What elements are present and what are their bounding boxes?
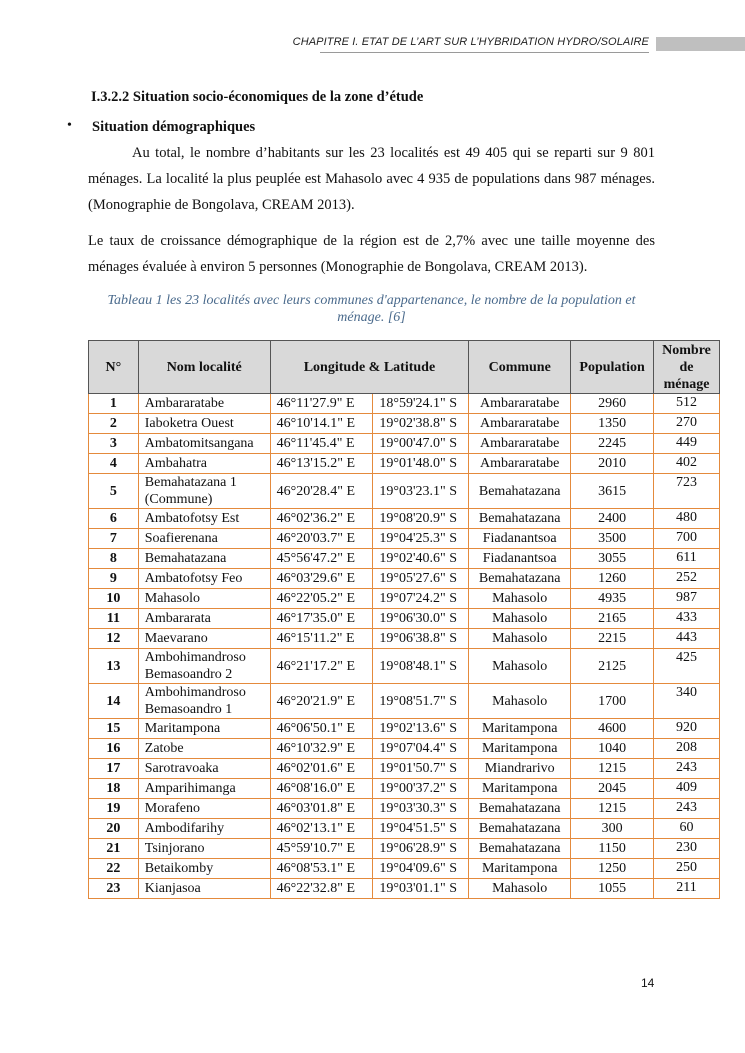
cell-commune: Ambararatabe <box>469 414 571 434</box>
cell-num: 10 <box>89 589 139 609</box>
cell-name: Ambahatra <box>138 454 270 474</box>
cell-commune: Mahasolo <box>469 629 571 649</box>
cell-menage: 449 <box>654 434 720 454</box>
table-row <box>89 529 720 549</box>
cell-menage: 409 <box>654 779 720 799</box>
table-row <box>89 759 720 779</box>
cell-population: 1040 <box>571 739 654 759</box>
cell-population: 3500 <box>571 529 654 549</box>
cell-latitude: 19°07'04.4" S <box>373 739 469 759</box>
cell-population: 1260 <box>571 569 654 589</box>
header-commune: Commune <box>469 341 571 394</box>
cell-longitude: 46°10'32.9" E <box>270 739 373 759</box>
header-bar <box>656 37 745 51</box>
cell-longitude: 46°20'28.4" E <box>270 474 373 509</box>
cell-num: 20 <box>89 819 139 839</box>
cell-num: 14 <box>89 684 139 719</box>
table-body <box>89 394 720 899</box>
cell-num: 15 <box>89 719 139 739</box>
cell-longitude: 46°17'35.0" E <box>270 609 373 629</box>
cell-menage: 920 <box>654 719 720 739</box>
cell-menage: 425 <box>654 649 720 684</box>
table-row <box>89 739 720 759</box>
cell-num: 11 <box>89 609 139 629</box>
cell-longitude: 46°22'05.2" E <box>270 589 373 609</box>
cell-num: 1 <box>89 394 139 414</box>
cell-latitude: 19°00'37.2" S <box>373 779 469 799</box>
paragraph-1: Au total, le nombre d’habitants sur les 23 localités est 49 405 qui se reparti sur 9 801 ménages. La localité la plus peuplée est Mahasolo avec 4 935 de populations dans 987 ménages. (Monographie de Bongolava, CREAM 2013). <box>88 145 655 213</box>
cell-latitude: 19°02'38.8" S <box>373 414 469 434</box>
cell-num: 2 <box>89 414 139 434</box>
cell-num: 19 <box>89 799 139 819</box>
table-row <box>89 434 720 454</box>
cell-latitude: 19°04'51.5" S <box>373 819 469 839</box>
cell-longitude: 46°15'11.2" E <box>270 629 373 649</box>
cell-name: Tsinjorano <box>138 839 270 859</box>
header-rule <box>320 52 649 53</box>
cell-population: 2125 <box>571 649 654 684</box>
cell-num: 3 <box>89 434 139 454</box>
cell-num: 8 <box>89 549 139 569</box>
cell-latitude: 19°03'30.3" S <box>373 799 469 819</box>
cell-menage: 208 <box>654 739 720 759</box>
cell-commune: Bemahatazana <box>469 819 571 839</box>
cell-population: 3615 <box>571 474 654 509</box>
cell-population: 2165 <box>571 609 654 629</box>
cell-num: 18 <box>89 779 139 799</box>
cell-name: Ambatofotsy Est <box>138 509 270 529</box>
cell-commune: Bemahatazana <box>469 569 571 589</box>
cell-menage: 243 <box>654 799 720 819</box>
cell-menage: 443 <box>654 629 720 649</box>
cell-longitude: 45°59'10.7" E <box>270 839 373 859</box>
cell-longitude: 46°02'01.6" E <box>270 759 373 779</box>
cell-population: 1215 <box>571 799 654 819</box>
cell-latitude: 19°04'09.6" S <box>373 859 469 879</box>
cell-menage: 230 <box>654 839 720 859</box>
cell-commune: Bemahatazana <box>469 799 571 819</box>
cell-longitude: 46°20'21.9" E <box>270 684 373 719</box>
table-row <box>89 414 720 434</box>
cell-name: Bemahatazana <box>138 549 270 569</box>
table-row <box>89 859 720 879</box>
table-row <box>89 684 720 719</box>
cell-longitude: 46°03'01.8" E <box>270 799 373 819</box>
cell-latitude: 19°02'13.6" S <box>373 719 469 739</box>
cell-name: Ambararata <box>138 609 270 629</box>
cell-latitude: 19°08'51.7" S <box>373 684 469 719</box>
cell-latitude: 19°05'27.6" S <box>373 569 469 589</box>
cell-longitude: 46°11'45.4" E <box>270 434 373 454</box>
table-row <box>89 609 720 629</box>
cell-commune: Fiadanantsoa <box>469 549 571 569</box>
header-coords: Longitude & Latitude <box>270 341 469 394</box>
cell-name: Ambodifarihy <box>138 819 270 839</box>
cell-latitude: 19°01'50.7" S <box>373 759 469 779</box>
table-row <box>89 589 720 609</box>
table-caption: Tableau 1 les 23 localités avec leurs communes d'appartenance, le nombre de la population et ménage. [6] <box>107 293 636 325</box>
cell-commune: Mahasolo <box>469 609 571 629</box>
cell-commune: Mahasolo <box>469 879 571 899</box>
cell-population: 3055 <box>571 549 654 569</box>
table-row <box>89 819 720 839</box>
cell-menage: 270 <box>654 414 720 434</box>
cell-population: 2045 <box>571 779 654 799</box>
table-row <box>89 394 720 414</box>
cell-menage: 611 <box>654 549 720 569</box>
cell-num: 23 <box>89 879 139 899</box>
table-row <box>89 719 720 739</box>
cell-name: Soafierenana <box>138 529 270 549</box>
cell-population: 2245 <box>571 434 654 454</box>
header-num: N° <box>89 341 139 394</box>
cell-population: 2960 <box>571 394 654 414</box>
cell-commune: Bemahatazana <box>469 839 571 859</box>
cell-menage: 987 <box>654 589 720 609</box>
cell-menage: 60 <box>654 819 720 839</box>
cell-commune: Mahasolo <box>469 589 571 609</box>
cell-num: 22 <box>89 859 139 879</box>
cell-population: 4935 <box>571 589 654 609</box>
cell-num: 6 <box>89 509 139 529</box>
cell-num: 16 <box>89 739 139 759</box>
section-title: I.3.2.2 Situation socio-économiques de la zone d’étude <box>91 89 424 105</box>
cell-population: 2215 <box>571 629 654 649</box>
header-name: Nom localité <box>138 341 270 394</box>
cell-menage: 433 <box>654 609 720 629</box>
cell-population: 1700 <box>571 684 654 719</box>
table-row <box>89 839 720 859</box>
localities-table <box>88 340 720 899</box>
cell-num: 4 <box>89 454 139 474</box>
cell-commune: Fiadanantsoa <box>469 529 571 549</box>
chapter-header: CHAPITRE I. ETAT DE L’ART SUR L’HYBRIDATION HYDRO/SOLAIRE <box>292 36 649 48</box>
cell-latitude: 18°59'24.1" S <box>373 394 469 414</box>
table-header-row <box>89 341 720 394</box>
cell-latitude: 19°06'28.9" S <box>373 839 469 859</box>
table-row <box>89 474 720 509</box>
cell-latitude: 19°02'40.6" S <box>373 549 469 569</box>
cell-population: 2400 <box>571 509 654 529</box>
table-row <box>89 879 720 899</box>
table-row <box>89 569 720 589</box>
cell-latitude: 19°01'48.0" S <box>373 454 469 474</box>
cell-num: 13 <box>89 649 139 684</box>
cell-menage: 723 <box>654 474 720 509</box>
bullet-title: Situation démographiques <box>92 119 256 135</box>
header-menage: Nombre de ménage <box>654 341 720 394</box>
cell-name: Ambohimandroso Bemasoandro 1 <box>138 684 270 719</box>
cell-latitude: 19°06'30.0" S <box>373 609 469 629</box>
cell-longitude: 46°02'13.1" E <box>270 819 373 839</box>
cell-name: Ambohimandroso Bemasoandro 2 <box>138 649 270 684</box>
cell-commune: Miandrarivo <box>469 759 571 779</box>
cell-commune: Mahasolo <box>469 649 571 684</box>
cell-population: 1350 <box>571 414 654 434</box>
paragraph-2: Le taux de croissance démographique de la région est de 2,7% avec une taille moyenne des ménages évaluée à environ 5 personnes (Monographie de Bongolava, CREAM 2013). <box>88 233 655 275</box>
cell-longitude: 46°08'16.0" E <box>270 779 373 799</box>
cell-population: 1215 <box>571 759 654 779</box>
cell-commune: Maritampona <box>469 739 571 759</box>
cell-name: Zatobe <box>138 739 270 759</box>
table-row <box>89 549 720 569</box>
cell-commune: Ambararatabe <box>469 434 571 454</box>
cell-name: Ambatomitsangana <box>138 434 270 454</box>
cell-commune: Bemahatazana <box>469 474 571 509</box>
cell-name: Mahasolo <box>138 589 270 609</box>
bullet-icon: • <box>67 118 72 133</box>
cell-name: Kianjasoa <box>138 879 270 899</box>
cell-menage: 250 <box>654 859 720 879</box>
cell-population: 1250 <box>571 859 654 879</box>
cell-longitude: 46°22'32.8" E <box>270 879 373 899</box>
table-row <box>89 629 720 649</box>
cell-latitude: 19°04'25.3" S <box>373 529 469 549</box>
cell-latitude: 19°06'38.8" S <box>373 629 469 649</box>
cell-num: 9 <box>89 569 139 589</box>
cell-menage: 243 <box>654 759 720 779</box>
cell-menage: 512 <box>654 394 720 414</box>
cell-longitude: 46°03'29.6" E <box>270 569 373 589</box>
cell-commune: Maritampona <box>469 859 571 879</box>
cell-longitude: 46°10'14.1" E <box>270 414 373 434</box>
cell-name: Ambararatabe <box>138 394 270 414</box>
cell-name: Morafeno <box>138 799 270 819</box>
cell-longitude: 45°56'47.2" E <box>270 549 373 569</box>
cell-num: 7 <box>89 529 139 549</box>
cell-commune: Maritampona <box>469 719 571 739</box>
cell-menage: 252 <box>654 569 720 589</box>
cell-longitude: 46°20'03.7" E <box>270 529 373 549</box>
cell-population: 2010 <box>571 454 654 474</box>
cell-population: 1150 <box>571 839 654 859</box>
cell-population: 4600 <box>571 719 654 739</box>
table-row <box>89 649 720 684</box>
cell-menage: 480 <box>654 509 720 529</box>
cell-name: Maevarano <box>138 629 270 649</box>
cell-name: Sarotravoaka <box>138 759 270 779</box>
cell-latitude: 19°03'23.1" S <box>373 474 469 509</box>
cell-longitude: 46°02'36.2" E <box>270 509 373 529</box>
page-number: 14 <box>641 976 655 990</box>
cell-num: 17 <box>89 759 139 779</box>
cell-latitude: 19°03'01.1" S <box>373 879 469 899</box>
cell-name: Bemahatazana 1 (Commune) <box>138 474 270 509</box>
cell-name: Ambatofotsy Feo <box>138 569 270 589</box>
table-row <box>89 509 720 529</box>
cell-population: 1055 <box>571 879 654 899</box>
cell-name: Maritampona <box>138 719 270 739</box>
cell-commune: Ambararatabe <box>469 394 571 414</box>
header-population: Population <box>571 341 654 394</box>
cell-population: 300 <box>571 819 654 839</box>
cell-commune: Ambararatabe <box>469 454 571 474</box>
cell-longitude: 46°06'50.1" E <box>270 719 373 739</box>
cell-commune: Maritampona <box>469 779 571 799</box>
cell-longitude: 46°21'17.2" E <box>270 649 373 684</box>
table-row <box>89 454 720 474</box>
cell-latitude: 19°08'20.9" S <box>373 509 469 529</box>
cell-latitude: 19°08'48.1" S <box>373 649 469 684</box>
cell-menage: 700 <box>654 529 720 549</box>
cell-longitude: 46°11'27.9" E <box>270 394 373 414</box>
cell-longitude: 46°08'53.1" E <box>270 859 373 879</box>
cell-latitude: 19°07'24.2" S <box>373 589 469 609</box>
cell-commune: Mahasolo <box>469 684 571 719</box>
cell-menage: 402 <box>654 454 720 474</box>
cell-menage: 340 <box>654 684 720 719</box>
cell-name: Betaikomby <box>138 859 270 879</box>
cell-name: Iaboketra Ouest <box>138 414 270 434</box>
cell-latitude: 19°00'47.0" S <box>373 434 469 454</box>
table-row <box>89 799 720 819</box>
cell-longitude: 46°13'15.2" E <box>270 454 373 474</box>
cell-num: 5 <box>89 474 139 509</box>
cell-num: 21 <box>89 839 139 859</box>
cell-menage: 211 <box>654 879 720 899</box>
cell-name: Amparihimanga <box>138 779 270 799</box>
table-row <box>89 779 720 799</box>
cell-commune: Bemahatazana <box>469 509 571 529</box>
cell-num: 12 <box>89 629 139 649</box>
